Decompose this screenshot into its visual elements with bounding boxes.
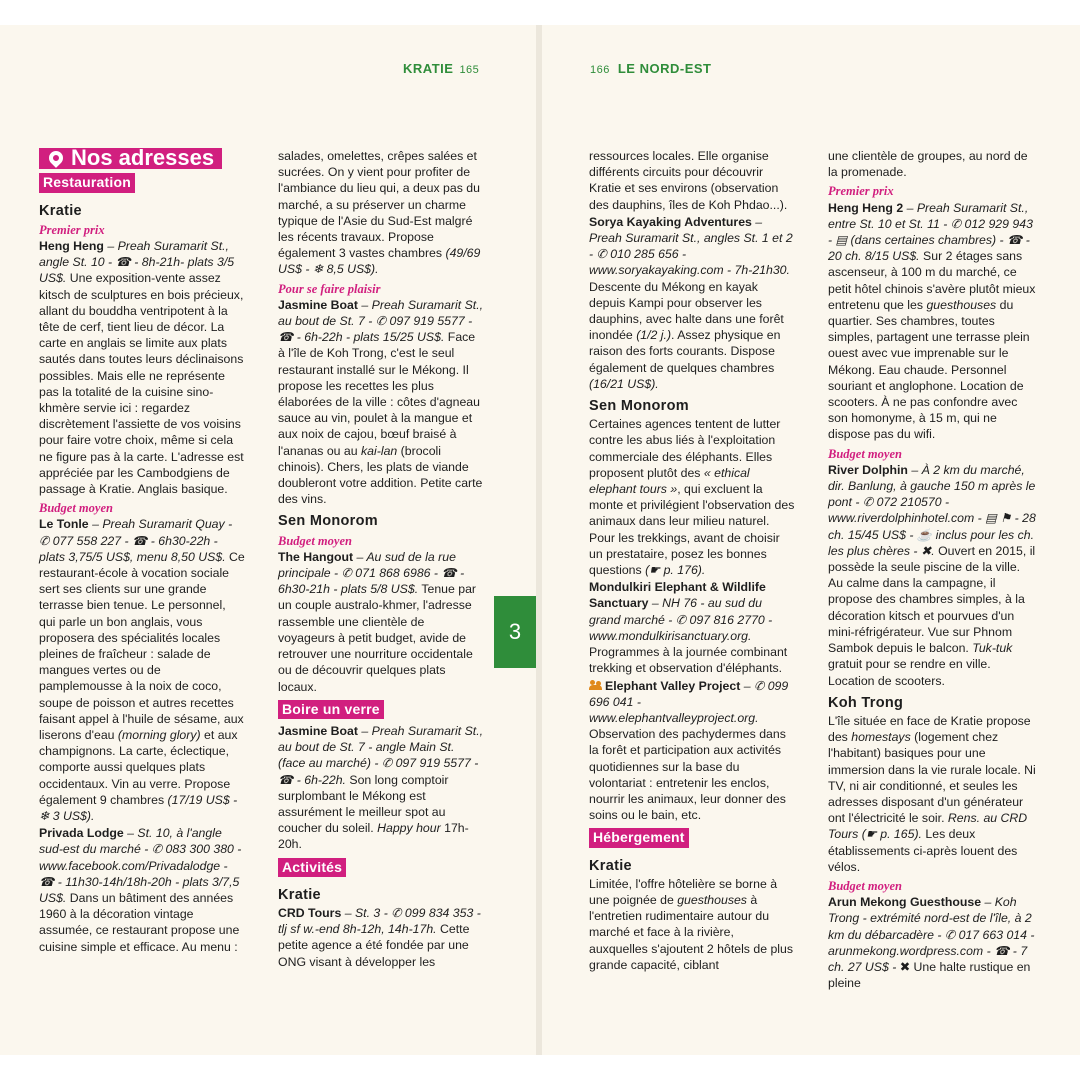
entry-the-hangout	[278, 549, 484, 695]
entry-info: – St. 3 - ✆ 099 834 353 - tlj sf w.-end 8h-12h, 14h-17h.	[278, 905, 481, 937]
entry-italic: (morning glory)	[117, 728, 201, 742]
entry-name: River Dolphin	[828, 462, 908, 477]
entry-name: Jasmine Boat	[278, 297, 358, 312]
paragraph-text: salades, omelettes, crêpes salées et sucrées. On y vient pour profiter de l'ambiance du lieu qui, a deux pas du marché, a su préserver un charme typique de l'Asie du Sud-Est malgré les récents travaux. Propose également 3 vastes chambres	[278, 149, 480, 261]
entry-italic: kai-lan	[361, 443, 398, 458]
entry-text: Son long comptoir surplombant le Mékong est assurément le meilleur spot au coucher du soleil.	[278, 772, 449, 836]
nos-adresses-label: Nos adresses	[71, 145, 215, 170]
continued-paragraph: ressources locales. Elle organise différents circuits pour découvrir Kratie et ses environs (observation des dauphins, îles de Koh Phdao...).	[589, 149, 788, 212]
entry-name: The Hangout	[278, 549, 354, 564]
entry-jasmine-boat	[278, 297, 484, 508]
column-1	[39, 145, 245, 956]
entry-privada-lodge	[39, 825, 245, 955]
entry-le-tonle	[39, 516, 245, 824]
entry-text: Programmes à la journée combinant trekking et observation d'éléphants.	[589, 645, 788, 676]
column-3	[589, 148, 795, 974]
paragraph-italic: homestays	[851, 730, 911, 745]
entry-text: ✖ Une halte rustique en pleine	[828, 959, 1031, 991]
category-pour-se-faire-plaisir: Pour se faire plaisir	[278, 281, 381, 296]
continued-paragraph	[278, 148, 484, 278]
entry-info: – Preah Suramarit St., angle St. 10 - ☎ - 8h-21h- plats 3/5 US$.	[39, 238, 235, 286]
right-page-number: 166	[590, 64, 610, 76]
entry-info: – St. 10, à l'angle sud-est du marché - ✆ 083 300 380 - www.facebook.com/Privadalodge - ☎ - 11h30-14h/18h-20h - plats 3/7,5 US$.	[39, 826, 242, 906]
entry-info: – Au sud de la rue principale - ✆ 071 868 6986 - ☎ - 6h30-21h - plats 5/8 US$.	[278, 549, 465, 597]
section-kratie: Kratie	[589, 857, 632, 874]
map-pin-icon	[46, 148, 66, 168]
entry-info: – Preah Suramarit Quay - ✆ 077 558 227 - ☎ - 6h30-22h - plats 3,75/5 US$, menu 8,50 US$.	[39, 517, 233, 564]
tag-hebergement: Hébergement	[589, 828, 689, 847]
entry-text: Face à l'île de Koh Trong, c'est le seul restaurant installé sur le Mékong. Il propose les recettes les plus élaborées de la ville : côtes d'agneau sauce au vin, poulet à la mangue et aux noix de cajou, bœuf braisé à l'ananas ou au	[278, 330, 480, 458]
group-people-icon	[589, 680, 602, 690]
category-budget-moyen: Budget moyen	[828, 446, 902, 461]
entry-mondulkiri-sanctuary	[589, 579, 795, 676]
paragraph-text: Certaines agences tentent de lutter contre les abus liés à l'exploitation commerciale des éléphants. Elles proposent plutôt des	[589, 417, 781, 480]
section-sen-monorom: Sen Monorom	[278, 513, 378, 530]
page-reference: Rens. au CRD Tours (☛ p. 165).	[828, 811, 1028, 842]
entry-info: – ✆ 099 696 041 - www.elephantvalleyproject.org.	[589, 678, 789, 725]
category-premier-prix: Premier prix	[39, 222, 105, 237]
entry-italic: Tuk-tuk	[972, 641, 1013, 656]
category-budget-moyen: Budget moyen	[39, 501, 113, 516]
entry-name: Jasmine Boat	[278, 723, 358, 738]
paragraph-text: Limitée, l'offre hôtelière se borne à une poignée de	[589, 876, 778, 907]
category-budget-moyen: Budget moyen	[278, 533, 352, 548]
entry-name: CRD Tours	[278, 905, 342, 920]
entry-text: Dans un bâtiment des années 1960 à la décoration vintage assumée, ce restaurant propose une cuisine simple et efficace. Au menu :	[39, 891, 240, 954]
entry-text: 17h-20h.	[278, 821, 469, 852]
entry-text: Sur 2 étages sans ascenseur, à 100 m du marché, ce petit hôtel chinois s'avère plutôt mieux entretenu que les	[828, 249, 1036, 312]
nos-adresses-banner	[39, 145, 222, 170]
entry-text: et aux champignons. La carte, éclectique, comporte aussi quelques plats occidentaux. Vin au verre. Propose également 9 chambres	[39, 728, 238, 807]
chapter-tab: 3	[494, 596, 536, 668]
paragraph-italic: « ethical elephant tours »	[589, 465, 750, 497]
left-running-header	[403, 61, 479, 76]
paragraph-text: Les deux établissements ci-après louent des vélos.	[828, 827, 1018, 874]
entry-info: – Preah Suramarit St., entre St. 10 et St. 11 - ✆ 012 929 943 - ▤ (dans certaines chambres) - ☎ - 20 ch. 8/15 US$.	[828, 200, 1033, 264]
entry-info: – Koh Trong - extrémité nord-est de l'île, à 2 km du débarcadère - ✆ 017 663 014 - arunmekong.wordpress.com - ☎ - 7 ch. 27 US$ -	[828, 895, 1035, 974]
left-page-number: 165	[459, 64, 480, 76]
entry-name: Sorya Kayaking Adventures	[589, 214, 752, 229]
tag-restauration: Restauration	[39, 173, 135, 192]
category-budget-moyen: Budget moyen	[828, 878, 902, 893]
koh-trong-intro	[828, 713, 1036, 875]
entry-info: – À 2 km du marché, dir. Banlung, à gauche 150 m après le pont - ✆ 072 210570 - www.riverdolphinhotel.com - ▤ ⚑ - 28 ch. 15/45 US$ - ☕ inclus pour les ch. les plus chères - ✖.	[828, 462, 1036, 558]
entry-text: Ouvert en 2015, il possède la seule piscine de la ville. Au calme dans la campagne, il propose des chambres simples, à la décoration kitsch et pourvues d'un mini-réfrigérateur. Vue sur Phnom Sambok depuis le balcon.	[828, 543, 1036, 656]
entry-text: du quartier. Ses chambres, toutes simples, partagent une terrasse plein ouest avec vue imprenable sur le Mékong. Eau chaude. Personnel souriant et anglophone. Location de scooters. À ne pas confondre avec son homonyme, à 15 m, qui ne dispose pas du wifi.	[828, 297, 1030, 442]
continued-paragraph: une clientèle de groupes, au nord de la promenade.	[828, 149, 1028, 180]
entry-name: Heng Heng	[39, 238, 104, 253]
paragraph-text: L'île située en face de Kratie propose des	[828, 713, 1031, 745]
entry-text: (brocoli chinois). Chers, les plats de viande doubleront votre addition. Petite carte des vins.	[278, 443, 483, 507]
entry-text: Ce restaurant-école à vocation sociale sert ses clients sur une grande terrasse bien tenue. Le personnel, qui parle un bon anglais, vous proposera des spécialités locales pleines de fraîcheur : salade de mangues vertes ou de pamplemousse à la noix de coco, soupe de poisson et autres recettes faisant appel à l'huile de sésame, aux liserons d'eau	[39, 549, 245, 742]
entry-text: gratuit pour se rendre en ville. Location de scooters.	[828, 657, 991, 688]
entry-elephant-valley	[589, 678, 795, 824]
entry-info: – Preah Suramarit St., angles St. 1 et 2 - ✆ 010 285 656 - www.soryakayaking.com - 7h-21h30.	[589, 214, 793, 278]
entry-italic: (1/2 j.)	[636, 328, 672, 343]
paragraph-text: (logement chez l'habitant) basiques pour une immersion dans la vie rurale locale. Ni TV, ni air conditionné, et seules les adresses disposant d'un générateur ont l'électricité le soir.	[828, 730, 1036, 826]
tag-activites: Activités	[278, 858, 346, 877]
entry-text: Descente du Mékong en kayak depuis Kampi pour observer les dauphins, avec halte dans une forêt inondée	[589, 279, 784, 343]
column-4	[828, 148, 1036, 992]
tag-boire-un-verre: Boire un verre	[278, 700, 384, 719]
entry-italic: Happy hour	[377, 821, 441, 836]
entry-italic: guesthouses	[926, 297, 997, 312]
section-koh-trong: Koh Trong	[828, 694, 904, 711]
paragraph-text: à l'entretien rudimentaire autour du marché et face à la rivière, auxquelles s'ajoutent 2 hôtels de plus grande capacité, ciblant	[589, 892, 794, 972]
left-header-title: KRATIE	[403, 61, 454, 76]
entry-text: Une exposition-vente assez kitsch de sculptures en bois précieux, allant du bouddha ventripotent à la tête de cerf, tient lieu de décor. La carte en anglais se limite aux plats sautés dans toutes leurs déclinaisons possibles. Mais elle ne représente pas la totalité de la cuisine sino-khmère servie ici : regardez discrètement l'assiette de vos voisins pour faire votre choix, même si cela ne figure pas à la carte. L'adresse est appréciée par les Cambodgiens de passage à Kratie. Anglais basique.	[39, 271, 244, 496]
entry-name: Heng Heng 2	[828, 200, 904, 215]
entry-info: – Preah Suramarit St., au bout de St. 7 - ✆ 097 919 5577 - ☎ - 6h-22h - plats 15/25 US$.	[278, 297, 484, 345]
section-kratie: Kratie	[278, 886, 321, 903]
entry-price: (49/69 US$ - ❄ 8,5 US$).	[278, 246, 481, 277]
column-2	[278, 148, 484, 971]
entry-info: – NH 76 - au sud du grand marché - ✆ 097 816 2770 - www.mondulkirisanctuary.org.	[589, 596, 773, 643]
kratie-lodging-intro	[589, 876, 795, 973]
entry-info: – Preah Suramarit St., au bout de St. 7 - angle Main St. (face au marché) - ✆ 097 919 5577 - ☎ - 6h-22h.	[278, 723, 484, 787]
paragraph-text: , qui excluent la monte et privilégient l'observation des animaux dans leur milieu naturel. Pour les trekkings, avant de choisir un prestataire, posez les bonnes questions	[589, 482, 795, 578]
paragraph-italic: guesthouses	[677, 892, 747, 907]
section-sen-monorom: Sen Monorom	[589, 398, 689, 415]
entry-text: . Assez physique en raison des forts courants. Dispose également de quelques chambres	[589, 328, 781, 375]
category-premier-prix: Premier prix	[828, 184, 894, 199]
entry-name: Privada Lodge	[39, 826, 124, 841]
entry-name: Elephant Valley Project	[605, 678, 741, 693]
entry-text: Observation des pachydermes dans la forêt et participation aux activités quotidiennes sur la base du volontariat : entretenir les enclos, nourrir les animaux, leur donner des soins ou le bain, etc.	[589, 727, 786, 823]
right-running-header	[590, 61, 711, 76]
entry-name: Mondulkiri Elephant & Wildlife Sanctuary	[589, 580, 766, 611]
entry-name: Arun Mekong Guesthouse	[828, 895, 982, 910]
entry-heng-heng-2	[828, 200, 1036, 443]
section-kratie: Kratie	[39, 202, 82, 219]
entry-river-dolphin	[828, 462, 1036, 689]
entry-price: (17/19 US$ - ❄ 3 US$).	[39, 792, 238, 824]
entry-crd-tours	[278, 905, 484, 970]
entry-price: (16/21 US$).	[589, 376, 659, 391]
entry-arun-mekong	[828, 894, 1036, 991]
entry-text: Cette petite agence a été fondée par une ONG visant à développer les	[278, 922, 470, 969]
entry-jasmine-boat-bar	[278, 723, 484, 853]
right-header-title: LE NORD-EST	[617, 61, 712, 76]
entry-text: Tenue par un couple australo-khmer, l'adresse rassemble une clientèle de voyageurs à petit budget, avide de retrouver une nourriture occidentale ou de découvrir quelques plats locaux.	[278, 582, 477, 694]
sen-monorom-intro	[589, 416, 795, 578]
page-reference: (☛ p. 176).	[645, 563, 706, 578]
entry-name: Le Tonle	[39, 517, 89, 532]
entry-sorya-kayaking	[589, 214, 795, 392]
entry-heng-heng	[39, 238, 245, 497]
